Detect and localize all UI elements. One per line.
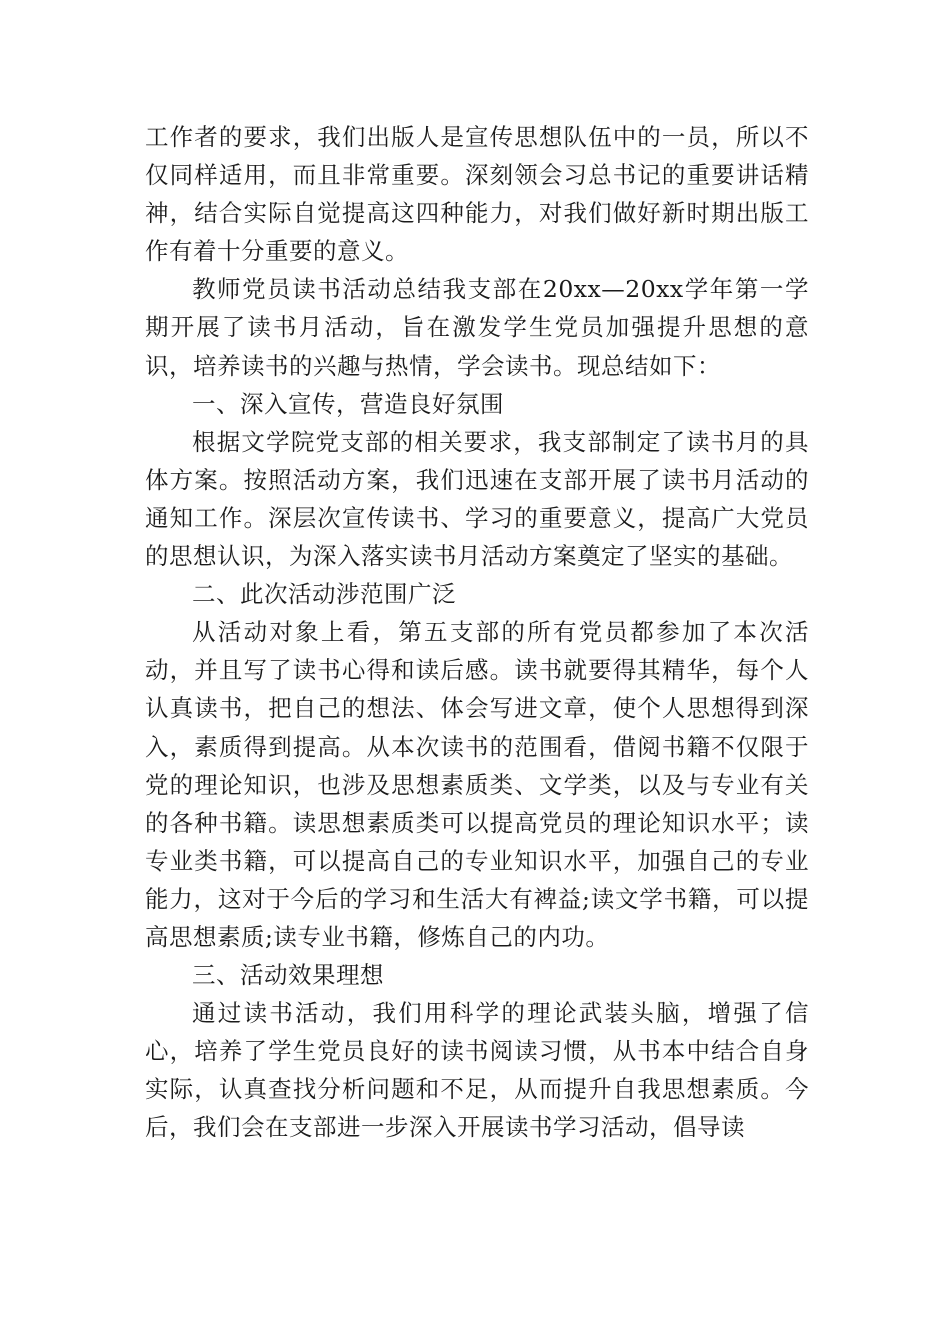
section-heading-1: 一、深入宣传，营造良好氛围 (192, 389, 504, 418)
paragraph-section-2-body: 从活动对象上看，第五支部的所有党员都参加了本次活动，并且写了读书心得和读后感。读书就要得其精华，每个人认真读书，把自己的想法、体会写进文章，使个人思想得到深入，素质得到提高。从本次读书的范围看，借阅书籍不仅限于党的理论知识，也涉及思想素质类、文学类，以及与专业有关的各种书籍。读思想素质类可以提高党员的理论知识水平；读专业类书籍，可以提高自己的专业知识水平，加强自己的专业能力，这对于今后的学习和生活大有裨益;读文学书籍，可以提高思想素质;读专业书籍，修炼自己的内功。 (145, 618, 809, 951)
paragraph-reading-activity-intro: 教师党员读书活动总结我支部在20xx—20xx学年第一学期开展了读书月活动，旨在激发学生党员加强提升思想的意识，培养读书的兴趣与热情，学会读书。现总结如下： (145, 275, 809, 380)
paragraph-publishing-requirements: 工作者的要求，我们出版人是宣传思想队伍中的一员，所以不仅同样适用，而且非常重要。深刻领会习总书记的重要讲话精神，结合实际自觉提高这四种能力，对我们做好新时期出版工作有着十分重要的意义。 (145, 123, 809, 266)
section-heading-3: 三、活动效果理想 (192, 961, 384, 990)
section-heading-2: 二、此次活动涉范围广泛 (192, 580, 456, 609)
paragraph-section-3-body: 通过读书活动，我们用科学的理论武装头脑，增强了信心，培养了学生党员良好的读书阅读习惯，从书本中结合自身实际，认真查找分析问题和不足，从而提升自我思想素质。今后，我们会在支部进一步深入开展读书学习活动，倡导读 (145, 999, 809, 1142)
paragraph-section-1-body: 根据文学院党支部的相关要求，我支部制定了读书月的具体方案。按照活动方案，我们迅速在支部开展了读书月活动的通知工作。深层次宣传读书、学习的重要意义，提高广大党员的思想认识，为深入落实读书月活动方案奠定了坚实的基础。 (145, 427, 809, 571)
document-body (145, 118, 809, 1147)
